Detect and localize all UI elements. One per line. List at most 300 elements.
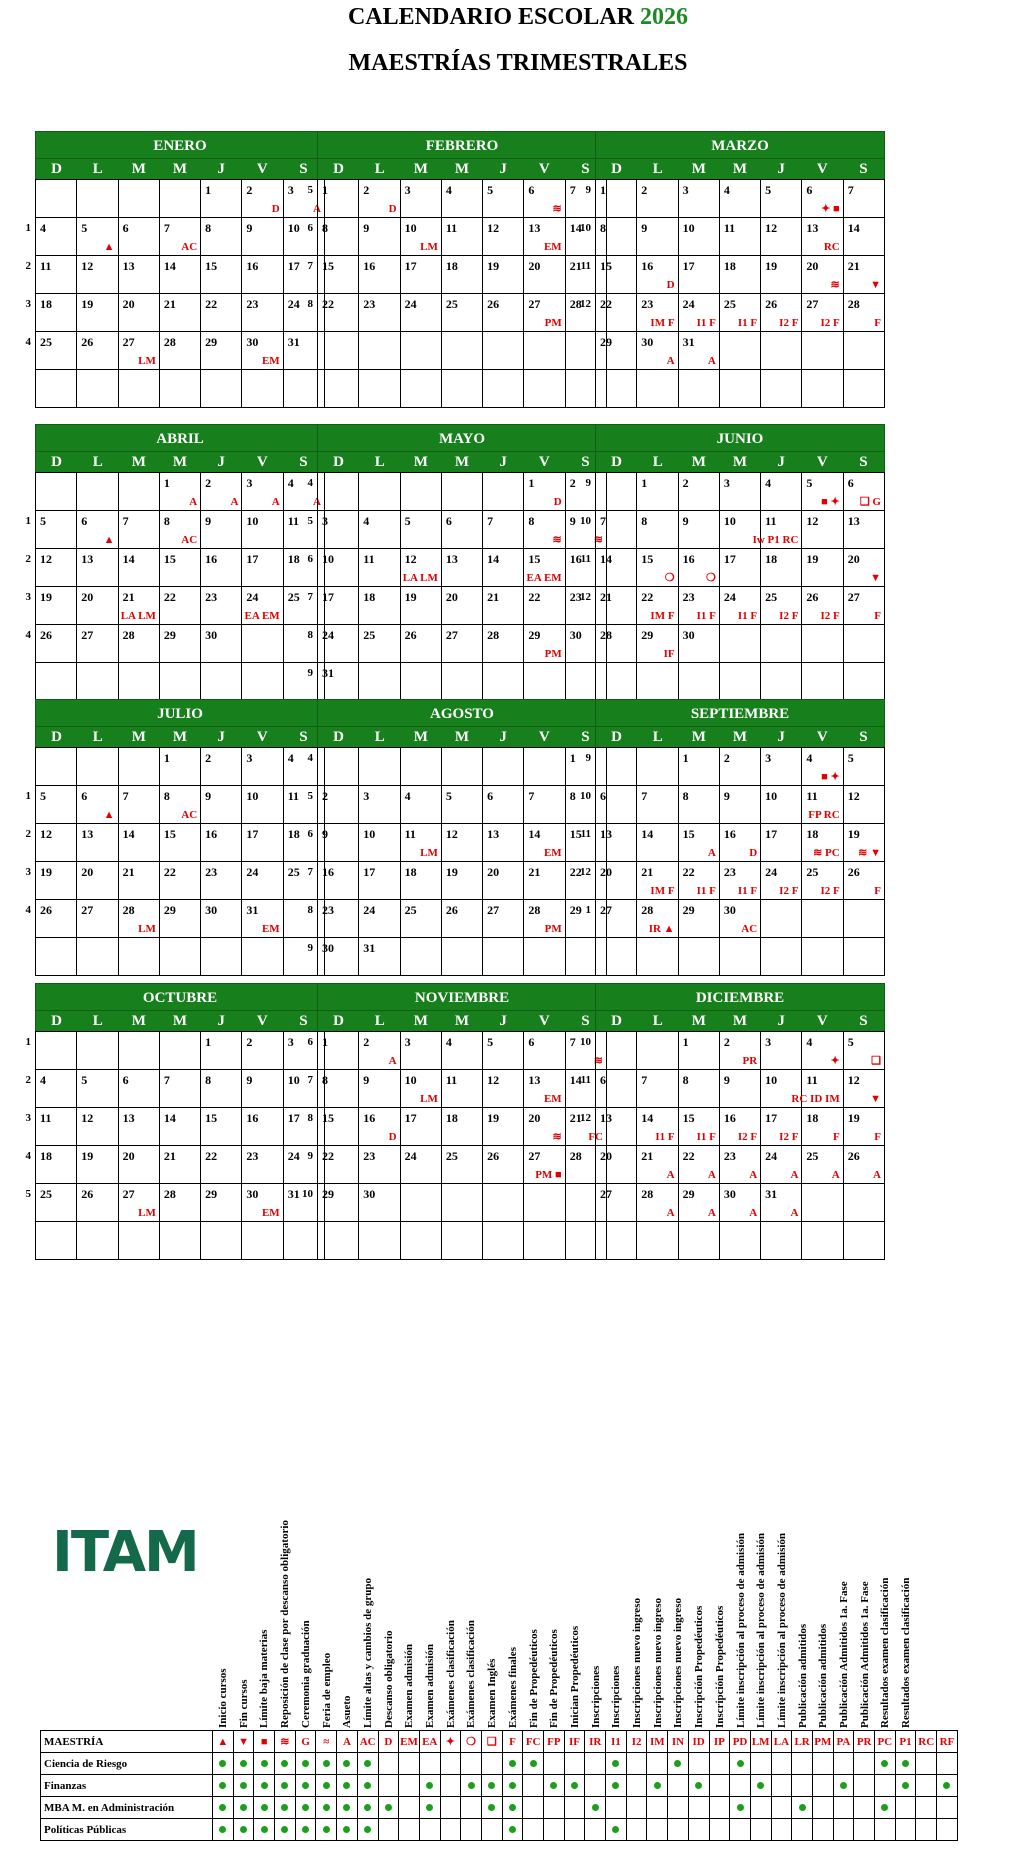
weekday-label: S [859,454,868,470]
day-number: 3 [765,1035,772,1049]
day-number: 13 [600,827,612,841]
day-cell [77,663,118,701]
day-number: 22 [682,865,695,879]
day-event: I1 F [696,317,716,329]
day-cell [242,862,283,900]
day-event: I2 F [779,317,799,329]
day-cell [201,294,242,332]
day-number: 26 [81,1187,94,1201]
day-number: 31 [363,941,376,955]
week-number: 11 [580,828,591,840]
legend-cell [316,1797,337,1819]
month-grid [595,179,885,408]
day-cell [359,587,400,625]
legend-label-text: Publicación admitidos [817,1623,830,1728]
day-number: 25 [363,628,376,642]
day-number: 10 [363,827,376,841]
day-cell [318,625,359,663]
day-cell [720,938,761,976]
day-number: 25 [287,590,300,604]
day-cell [844,370,885,408]
day-cell [242,824,283,862]
day-number: 14 [641,1111,654,1125]
day-cell [201,748,242,786]
day-number: 30 [682,628,695,642]
dot-icon [364,1782,371,1789]
legend-symbol: LA [771,1731,792,1753]
day-number: 11 [363,552,375,566]
day-number: 13 [528,1073,541,1087]
day-cell [160,549,201,587]
day-cell [637,1032,678,1070]
week-number: 9 [585,752,591,764]
legend-cell [233,1775,254,1797]
day-cell [318,1070,359,1108]
day-number: 2 [569,476,576,490]
day-number: 14 [641,827,654,841]
day-event: AC [181,534,198,546]
day-number: 12 [81,1111,94,1125]
day-number: 18 [287,552,300,566]
legend-label-text: Resultados examen clasificación [900,1577,913,1728]
legend-cell [337,1775,358,1797]
weekday-label: V [256,1013,268,1029]
dot-icon [261,1826,268,1833]
legend-label-text: Límite altas y cambios de grupo [361,1577,374,1728]
day-number: 15 [322,1111,334,1125]
weekday-label: D [333,1013,344,1029]
day-number: 6 [600,1073,606,1087]
month-header: ABRIL [35,424,325,452]
day-cell [160,218,201,256]
day-number: 17 [363,865,376,879]
legend-symbol: IM [647,1731,668,1753]
day-number: 3 [765,751,772,765]
month-diciembre [595,983,885,1260]
legend-cell [564,1797,585,1819]
day-number: 6 [81,789,88,803]
day-cell [359,294,400,332]
day-cell [596,862,637,900]
legend-cell [771,1775,792,1797]
week-number: 11 [580,1074,591,1086]
day-number: 7 [600,514,606,528]
legend-cell [626,1775,647,1797]
legend-cell [895,1819,916,1841]
dot-icon [426,1782,433,1789]
day-cell [36,180,77,218]
legend-cell [854,1819,875,1841]
month-header: MARZO [595,131,885,159]
week-number: 10 [580,515,591,527]
day-number: 25 [806,865,819,879]
week-number: 8 [307,298,313,310]
legend-label [503,1460,524,1728]
dot-icon [302,1826,309,1833]
legend-cell [792,1753,813,1775]
week-number: 1 [25,515,31,527]
week-number: 4 [25,904,31,916]
day-cell [36,1070,77,1108]
weekday-label: D [333,454,344,470]
legend-symbol: A [337,1731,358,1753]
dot-icon [281,1804,288,1811]
weekday-header [317,727,607,747]
day-cell [524,900,565,938]
day-cell [596,473,637,511]
legend-cell [481,1753,502,1775]
day-cell [160,824,201,862]
day-number: 25 [445,1149,458,1163]
dot-icon [302,1804,309,1811]
day-cell [119,1108,160,1146]
legend-symbol: AC [357,1731,378,1753]
day-number: 28 [600,628,612,642]
day-number: 18 [445,1111,458,1125]
day-number: 15 [205,259,218,273]
weekday-label: V [816,454,828,470]
week-number: 8 [307,629,313,641]
day-cell [844,587,885,625]
day-number: 8 [322,221,328,235]
day-cell [596,549,637,587]
dot-icon [488,1782,495,1789]
month-header: JUNIO [595,424,885,452]
dot-icon [509,1782,516,1789]
weekday-label: D [51,161,62,177]
legend-cell [502,1753,523,1775]
day-cell [720,1184,761,1222]
day-number: 30 [569,628,582,642]
weekday-label: M [732,729,748,745]
day-number: 4 [723,183,730,197]
legend-label-text: Límite baja materias [258,1629,271,1728]
legend-label [399,1460,420,1728]
day-number: 29 [205,335,218,349]
day-number: 21 [528,865,541,879]
day-cell [36,625,77,663]
day-cell [318,1108,359,1146]
day-cell [318,332,359,370]
dot-icon [240,1804,247,1811]
day-number: 29 [682,903,695,917]
legend-cell [295,1819,316,1841]
day-cell [720,370,761,408]
legend-cell [481,1775,502,1797]
day-cell [637,332,678,370]
legend-cell [419,1819,440,1841]
day-cell [77,1070,118,1108]
legend-cell [750,1775,771,1797]
week-number: 10 [580,1036,591,1048]
legend-cell [440,1753,461,1775]
day-event: IF [663,648,675,660]
day-number: 12 [81,259,94,273]
day-number: 23 [363,297,376,311]
day-number: 3 [682,183,689,197]
day-number: 12 [445,827,458,841]
day-number: 13 [806,221,819,235]
day-cell [761,1222,802,1260]
legend-label-text: Inscripciones [589,1665,602,1728]
day-cell [401,256,442,294]
day-cell [442,370,483,408]
day-cell [201,786,242,824]
week-number: 4 [307,752,313,764]
legend-label [441,1460,462,1728]
legend-cell [875,1753,896,1775]
weekday-header [35,452,325,472]
day-cell [761,473,802,511]
day-cell [802,1146,843,1184]
day-number: 24 [723,590,736,604]
day-event: LM [138,1207,156,1219]
week-number: 1 [25,1036,31,1048]
day-cell [679,549,720,587]
day-number: 18 [445,259,458,273]
day-cell [524,748,565,786]
weekday-label: S [299,729,308,745]
day-cell [637,256,678,294]
day-number: 8 [641,514,648,528]
day-number: 8 [682,1073,689,1087]
legend-symbol: I2 [626,1731,647,1753]
day-number: 16 [205,552,218,566]
day-cell [679,294,720,332]
dot-icon [281,1782,288,1789]
day-cell [401,1146,442,1184]
day-cell [802,218,843,256]
day-cell [77,587,118,625]
day-event: LA LM [402,572,438,584]
day-cell [77,473,118,511]
day-number: 22 [205,1149,218,1163]
day-cell [637,294,678,332]
legend-cell [647,1775,668,1797]
week-number: 6 [307,828,313,840]
day-cell [761,1108,802,1146]
day-number: 9 [246,1073,253,1087]
day-number: 15 [205,1111,218,1125]
day-number: 13 [122,1111,135,1125]
day-number: 2 [205,476,212,490]
legend-cell [357,1819,378,1841]
day-cell [761,180,802,218]
month-junio [595,424,885,701]
week-number: 12 [580,1112,591,1124]
weekday-label: S [299,161,308,177]
day-number: 13 [445,552,458,566]
dot-icon [799,1804,806,1811]
legend-cell [440,1775,461,1797]
day-cell [802,663,843,701]
weekday-label: S [859,1013,868,1029]
day-cell [679,473,720,511]
day-cell [442,549,483,587]
day-number: 14 [569,221,582,235]
day-event: A [707,355,716,367]
day-cell [77,1146,118,1184]
day-cell [679,862,720,900]
day-cell [679,1032,720,1070]
legend-cell [585,1775,606,1797]
day-cell [401,786,442,824]
day-cell [720,1108,761,1146]
day-number: 10 [723,514,736,528]
day-event: I1 F [737,610,758,622]
legend-symbol: PM [812,1731,833,1753]
day-cell [844,180,885,218]
week-number: 7 [307,591,313,603]
day-cell [77,180,118,218]
day-cell [524,587,565,625]
legend-symbol: IR [585,1731,606,1753]
legend-cell [771,1753,792,1775]
day-cell [36,824,77,862]
day-cell [483,938,524,976]
day-event: IR ▲ [648,923,675,935]
legend-symbol: PR [854,1731,875,1753]
legend-cell [316,1775,337,1797]
day-event: ≋ PC [813,847,840,859]
day-event: FC [588,1131,603,1143]
day-cell [442,663,483,701]
legend-label-text: Límite inscripción al proceso de admisión [775,1532,788,1728]
day-number: 25 [445,297,458,311]
weekday-label: V [256,454,268,470]
legend-cell [461,1775,482,1797]
day-number: 31 [682,335,695,349]
day-cell [401,938,442,976]
day-number: 9 [682,514,689,528]
day-cell [679,1070,720,1108]
week-number: 12 [580,591,591,603]
dot-icon [343,1760,350,1767]
day-number: 11 [765,514,777,528]
day-number: 5 [40,789,46,803]
dot-icon [240,1760,247,1767]
day-cell [483,786,524,824]
day-number: 26 [765,297,778,311]
month-header: ENERO [35,131,325,159]
legend-row [41,1753,958,1775]
day-cell [844,900,885,938]
day-cell [242,370,283,408]
weekday-header [595,452,885,472]
day-event: I1 F [696,1131,716,1143]
day-cell [524,218,565,256]
day-cell [401,332,442,370]
day-cell [442,786,483,824]
day-number: 20 [122,1149,135,1163]
day-cell [802,862,843,900]
day-cell [637,180,678,218]
day-number: 3 [246,751,253,765]
dot-icon [509,1804,516,1811]
day-event: A [873,1169,881,1181]
weekday-label: L [92,729,103,745]
day-cell [844,1184,885,1222]
day-number: 18 [363,590,376,604]
day-cell [844,1070,885,1108]
day-cell [318,473,359,511]
week-number: 2 [25,1074,31,1086]
weekday-label: L [374,1013,385,1029]
legend-cell [523,1819,544,1841]
dot-icon [426,1804,433,1811]
day-cell [77,370,118,408]
day-number: 16 [723,1111,736,1125]
legend-symbol: G [295,1731,316,1753]
week-number: 3 [25,866,31,878]
day-cell [524,549,565,587]
day-event: LM [138,923,156,935]
day-cell [483,625,524,663]
day-cell [637,587,678,625]
day-cell [359,473,400,511]
day-cell [596,1146,637,1184]
day-number: 7 [487,514,494,528]
weekday-label: V [538,454,550,470]
day-cell [318,938,359,976]
day-cell [524,1070,565,1108]
day-number: 13 [600,1111,612,1125]
dot-icon [261,1804,268,1811]
day-number: 21 [163,1149,176,1163]
day-number: 7 [641,789,648,803]
legend-cell [523,1797,544,1819]
day-cell [679,786,720,824]
legend-cell [337,1797,358,1819]
day-cell [844,256,885,294]
day-cell [201,1146,242,1184]
day-cell [524,786,565,824]
day-number: 9 [322,827,328,841]
legend-label [213,1460,234,1728]
day-number: 5 [445,789,452,803]
day-cell [524,862,565,900]
day-number: 16 [682,552,695,566]
day-cell [483,1032,524,1070]
day-cell [720,824,761,862]
day-number: 27 [528,1149,541,1163]
day-event: LM [420,1093,438,1105]
day-number: 9 [363,221,370,235]
day-cell [844,549,885,587]
legend-cell [316,1753,337,1775]
day-cell [36,900,77,938]
legend-cell [440,1797,461,1819]
day-cell [524,511,565,549]
legend-cell [564,1775,585,1797]
day-cell [401,218,442,256]
day-cell [442,256,483,294]
day-cell [119,332,160,370]
legend-cell [875,1775,896,1797]
weekday-label: M [172,1013,188,1029]
day-cell [637,862,678,900]
legend-cell [419,1775,440,1797]
day-number: 20 [600,1149,612,1163]
dot-icon [219,1826,226,1833]
legend-cell [461,1797,482,1819]
day-cell [844,473,885,511]
legend-label-text: Inscripciones nuevo ingreso [651,1598,664,1728]
weekday-label: L [652,1013,663,1029]
week-number: 10 [580,222,591,234]
day-event: PM ■ [535,1169,562,1181]
day-event: F [832,1131,840,1143]
